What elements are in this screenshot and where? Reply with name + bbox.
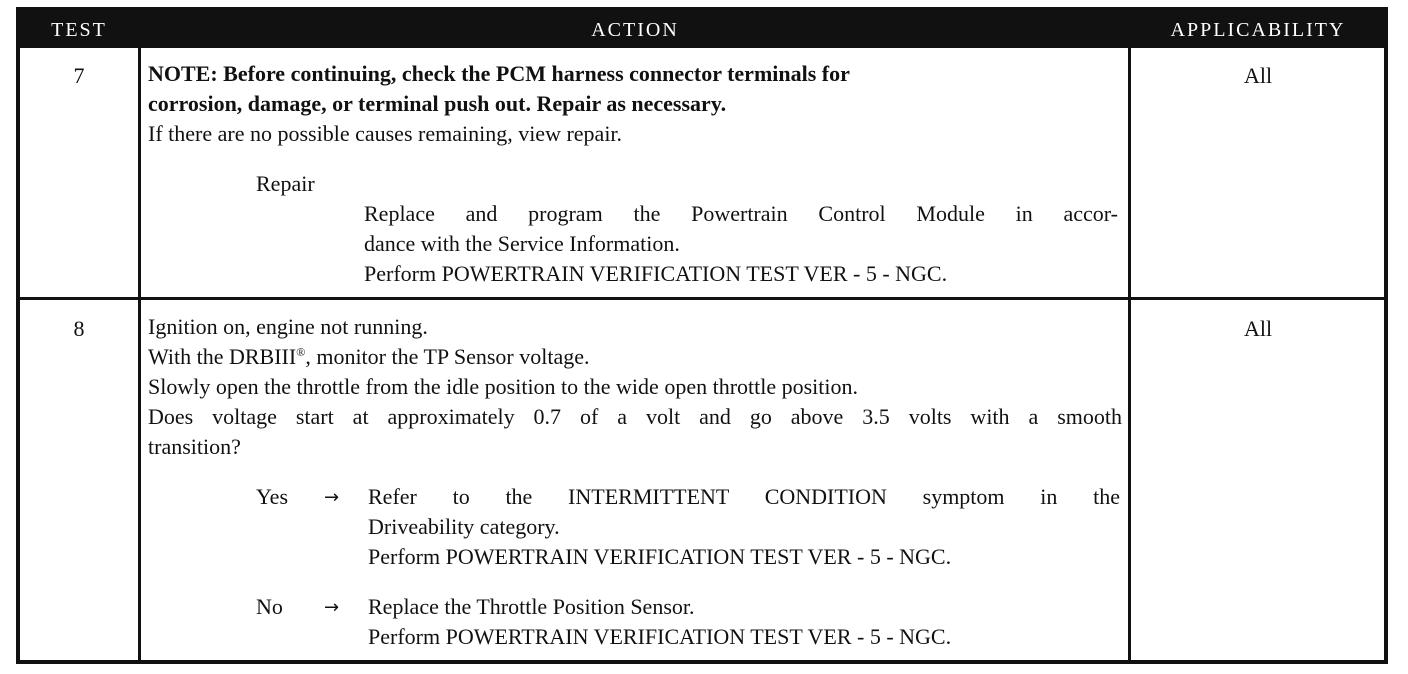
step-line-3: Slowly open the throttle from the idle position to the wide open throttle position. [148,374,859,399]
no-line-2: Perform POWERTRAIN VERIFICATION TEST VER - 5 - NGC. [368,624,952,649]
note-line-1: NOTE: Before continuing, check the PCM harness connector terminals for [148,61,850,86]
no-label: No [256,594,283,619]
registered-mark: ® [296,345,306,359]
step-line-1: Ignition on, engine not running. [148,314,428,339]
row-divider [20,297,1384,300]
repair-label: Repair [256,171,315,196]
step-line-2-pre: With the DRBIII [148,344,297,369]
yes-label: Yes [256,484,289,509]
header-applicability: APPLICABILITY [1170,19,1346,41]
header-test: TEST [51,19,107,41]
applicability-8: All [1243,316,1273,341]
no-arrow-icon: → [324,597,340,618]
table-header [20,11,1384,48]
yes-line-2: Driveability category. [368,514,560,539]
repair-line-3: Perform POWERTRAIN VERIFICATION TEST VER - 5 - NGC. [364,261,948,286]
yes-line-1: Refer to the INTERMITTENT CONDITION symptom in the [368,484,1120,509]
repair-line-2: dance with the Service Information. [364,231,680,256]
header-action: ACTION [591,19,679,41]
column-divider-test [138,48,141,660]
yes-arrow-icon: → [324,487,340,508]
no-line-1: Replace the Throttle Position Sensor. [368,594,695,619]
note-line-2: corrosion, damage, or terminal push out. Repair as necessary. [148,91,727,116]
yes-line-3: Perform POWERTRAIN VERIFICATION TEST VER - 5 - NGC. [368,544,952,569]
instruction-line: If there are no possible causes remaining, view repair. [148,121,623,146]
step-line-4: Does voltage start at approximately 0.7 of a volt and go above 3.5 volts with a smooth [148,404,1122,429]
repair-line-1: Replace and program the Powertrain Control Module in accor- [364,201,1118,226]
diagnostic-table [16,7,1388,664]
test-number-8: 8 [73,316,85,341]
test-number-7: 7 [73,63,85,88]
step-line-2-post: , monitor the TP Sensor voltage. [305,344,590,369]
step-line-2 [148,344,589,370]
applicability-7: All [1243,63,1273,88]
column-divider-applicability [1128,48,1131,660]
step-line-5: transition? [148,434,241,459]
